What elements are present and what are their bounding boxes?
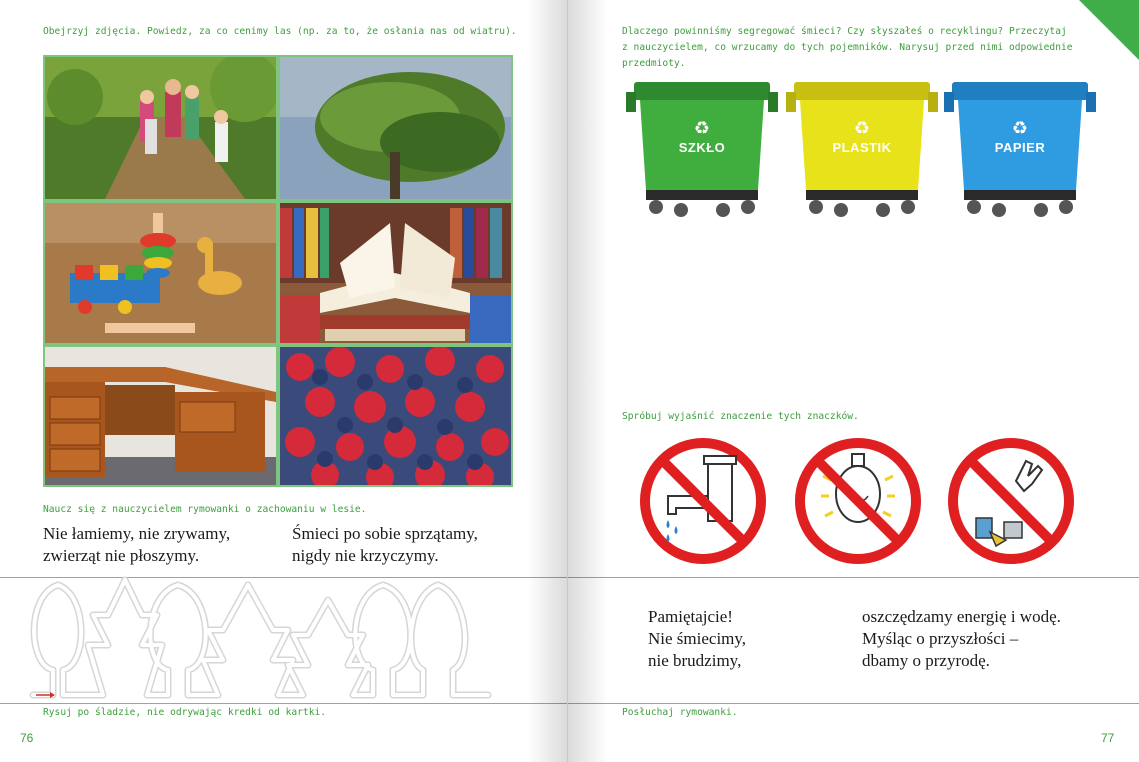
no-light-bulb-icon (793, 436, 923, 566)
svg-text:♻: ♻ (693, 118, 711, 139)
bottom-rule (568, 703, 1139, 704)
rhyme-line: Śmieci po sobie sprzątamy, (292, 524, 478, 543)
photo-berries (280, 347, 511, 485)
page-number-right: 77 (1101, 731, 1115, 745)
photo-wooden-toys (45, 203, 276, 343)
photo-grid (43, 55, 513, 487)
tracing-tree-shapes[interactable] (28, 575, 518, 705)
rhyme-line: oszczędzamy energię i wodę. (862, 607, 1061, 626)
instruction-trace: Rysuj po śladzie, nie odrywając kredki od kartki. (43, 707, 327, 718)
bin-label: SZKŁO (678, 140, 726, 155)
bin-label: PLASTIK (832, 140, 892, 155)
gutter-shadow (568, 0, 608, 762)
bottom-rule (0, 703, 568, 704)
gutter-shadow (527, 0, 567, 762)
instruction-rhyme: Naucz się z nauczycielem rymowanki o zachowaniu w lesie. (43, 504, 367, 515)
photo-books (280, 203, 511, 343)
rhyme-line: dbamy o przyrodę. (862, 651, 990, 670)
rhyme-right-block (292, 523, 478, 567)
no-littering-icon (946, 436, 1076, 566)
bin-paper (944, 72, 1096, 222)
left-page (0, 0, 568, 762)
rhyme-line: Nie śmiecimy, (648, 629, 747, 648)
photo-windy-tree (280, 57, 511, 199)
rhyme-left-block (43, 523, 230, 567)
rhyme-left-block (648, 606, 746, 672)
rhyme-line: Myśląc o przyszłości – (862, 629, 1019, 648)
bin-glass (626, 72, 778, 222)
rhyme-line: zwierząt nie płoszymy. (43, 546, 200, 565)
svg-text:♻: ♻ (1011, 118, 1029, 139)
svg-text:♻: ♻ (853, 118, 871, 139)
bin-plastic (786, 72, 938, 222)
rhyme-line: nigdy nie krzyczymy. (292, 546, 439, 565)
instruction-line: Dlaczego powinniśmy segregować śmieci? Czy słyszałeś o recyklingu? Przeczytaj (622, 26, 1067, 37)
instruction-bins (622, 24, 1122, 72)
instruction-line: z nauczycielem, co wrzucamy do tych pojemników. Narysuj przed nimi odpowiednie przedmioty. (622, 42, 1073, 69)
rhyme-line: nie brudzimy, (648, 651, 742, 670)
no-tap-water-icon (638, 436, 768, 566)
page-number-left: 76 (20, 731, 34, 745)
right-page (568, 0, 1139, 762)
photo-wooden-desk (45, 347, 276, 485)
rhyme-right-block (862, 606, 1061, 672)
instruction-signs: Spróbuj wyjaśnić znaczenie tych znaczków. (622, 411, 859, 422)
rhyme-line: Pamiętajcie! (648, 607, 733, 626)
instruction-listen: Posłuchaj rymowanki. (622, 707, 738, 718)
rhyme-line: Nie łamiemy, nie zrywamy, (43, 524, 231, 543)
photo-family-walk (45, 57, 276, 199)
top-rule (568, 577, 1139, 578)
bin-label: PAPIER (994, 140, 1046, 155)
instruction-photos: Obejrzyj zdjęcia. Powiedz, za co cenimy las (np. za to, że osłania nas od wiatru). (43, 26, 517, 37)
